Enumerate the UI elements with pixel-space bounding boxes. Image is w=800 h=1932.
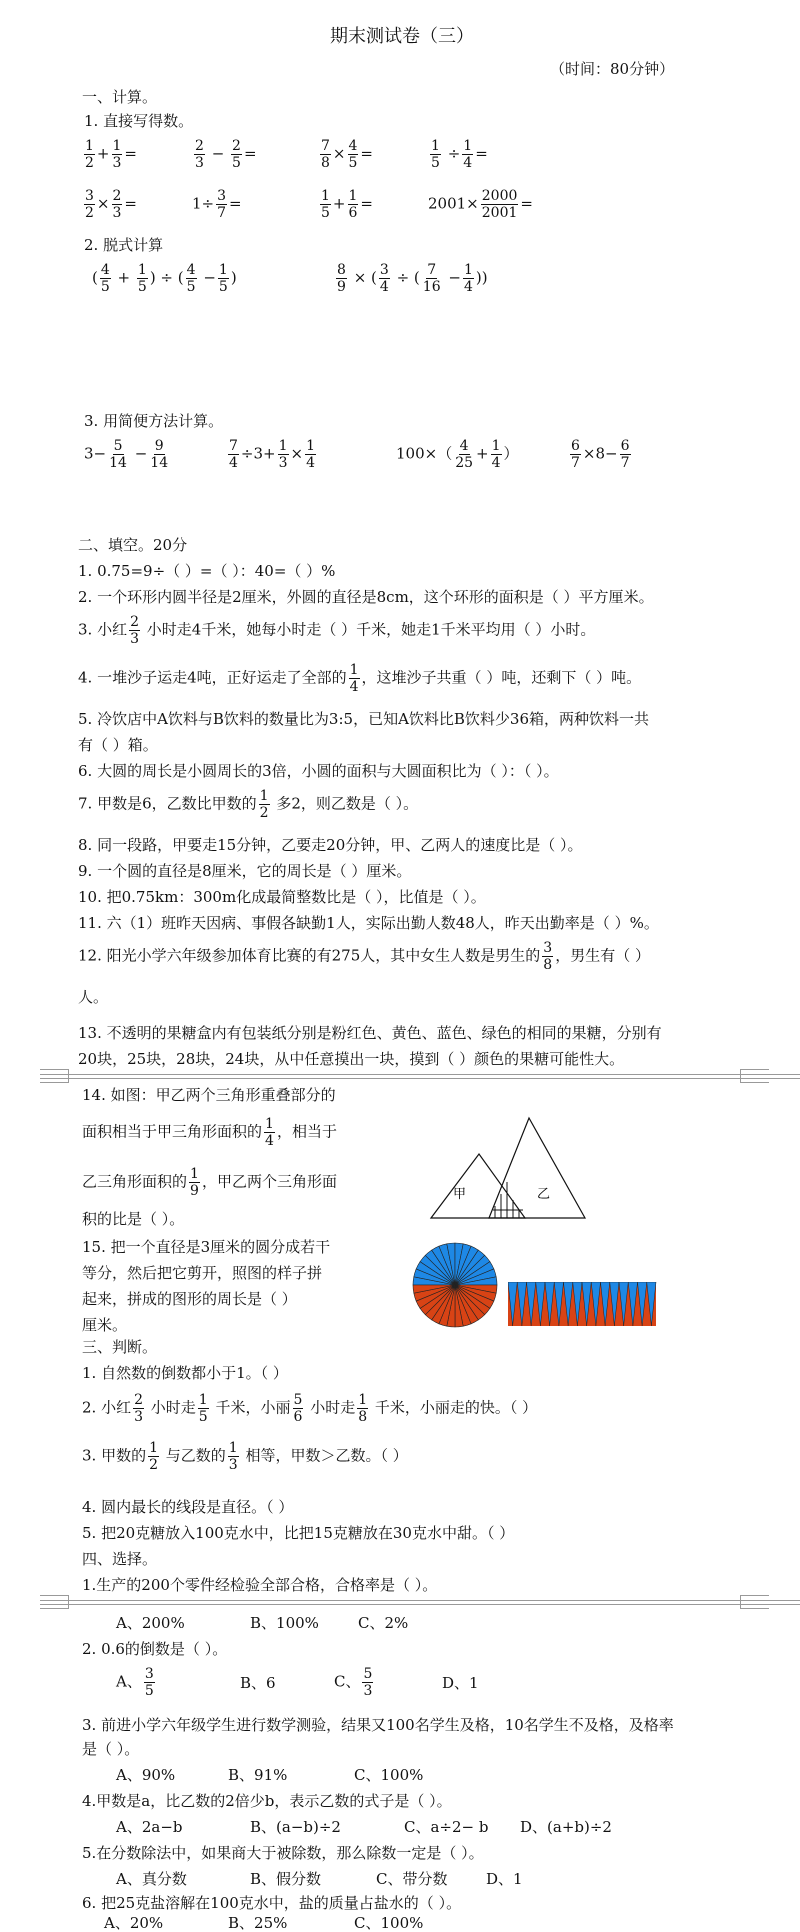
page-tab: [740, 1595, 769, 1609]
s4-q3-line1: 3. 前进小学六年级学生进行数学测验，结果又100名学生及格，10名学生不及格，及格率: [82, 1716, 674, 1734]
s3-q1: 1. 自然数的倒数都小于1。（ ）: [82, 1364, 288, 1382]
s2-q11: 11. 六（1）班昨天因病、事假各缺勤1人，实际出勤人数48人，昨天出勤率是（ ）%。: [78, 914, 659, 932]
rearranged-strip-figure: [508, 1282, 658, 1328]
s1-q3-expr-3: 100×（ $\frac{4}{25}$ + $\frac{1}{4}$ ）: [396, 438, 519, 471]
s1-q1-r2-b: 1÷ $\frac{3}{7}$ =: [192, 188, 242, 221]
section-4-heading: 四、选择。: [82, 1550, 158, 1568]
section-3-heading: 三、判断。: [82, 1338, 158, 1356]
s4-q2-option-a[interactable]: A、 $\frac{3}{5}$: [116, 1666, 154, 1699]
page-title: 期末测试卷（三）: [330, 26, 474, 47]
s3-q2: 2. 小红 $\frac{2}{3}$ 小时走 $\frac{1}{5}$ 千米，小丽 $\frac{5}{6}$ 小时走 $\frac{1}{8}$ 千米，小丽走的快。（ ）: [82, 1392, 538, 1425]
s4-q3-option-a[interactable]: A、90%: [116, 1766, 176, 1784]
overlapping-triangles-figure: [425, 1110, 595, 1225]
s3-q3: 3. 甲数的 $\frac{1}{2}$ 与乙数的 $\frac{1}{3}$ 相等，甲数＞乙数。（ ）: [82, 1440, 408, 1473]
s1-q2-expr-2: $\frac{8}{9}$ × ( $\frac{3}{4}$ ÷ ( $\frac{7}{16}$ − $\frac{1}{4}$ )): [337, 262, 488, 295]
s4-q4-option-d[interactable]: D、(a+b)÷2: [520, 1818, 612, 1836]
s4-q1-option-c[interactable]: C、2%: [358, 1614, 409, 1632]
s4-q6: 6. 把25克盐溶解在100克水中，盐的质量占盐水的（ ）。: [82, 1894, 462, 1912]
s2-q15-line1: 15. 把一个直径是3厘米的圆分成若干: [82, 1238, 331, 1256]
s1-q1-label: 1. 直接写得数。: [84, 112, 194, 130]
s2-q15-line4: 厘米。: [82, 1316, 128, 1334]
s1-q1-r2-d: 2001× $\frac{2000}{2001}$ =: [428, 188, 533, 221]
s1-q1-r2-c: $\frac{1}{5}$ + $\frac{1}{6}$ =: [321, 188, 373, 221]
s2-q2: 2. 一个环形内圆半径是2厘米，外圆的直径是8cm，这个环形的面积是（ ）平方厘米。: [78, 588, 654, 606]
s4-q4: 4.甲数是a，比乙数的2倍少b，表示乙数的式子是（ ）。: [82, 1792, 452, 1810]
s1-q1-r1-c: $\frac{7}{8}$ × $\frac{4}{5}$ =: [321, 138, 373, 171]
s4-q4-option-b[interactable]: B、(a−b)÷2: [250, 1818, 341, 1836]
time-note: （时间：80分钟）: [550, 60, 675, 78]
s2-q5-line1: 5. 冷饮店中A饮料与B饮料的数量比为3:5，已知A饮料比B饮料少36箱，两种饮料一共: [78, 710, 650, 728]
s1-q1-r1-d: $\frac{1}{5}$ ÷ $\frac{1}{4}$ =: [431, 138, 488, 171]
s4-q2-option-b[interactable]: B、6: [240, 1674, 276, 1692]
s4-q2-option-d[interactable]: D、1: [442, 1674, 479, 1692]
s4-q5-option-b[interactable]: B、假分数: [250, 1870, 322, 1888]
s4-q3-option-b[interactable]: B、91%: [228, 1766, 288, 1784]
s4-q5-option-d[interactable]: D、1: [486, 1870, 523, 1888]
s2-q15-line3: 起来，拼成的图形的周长是（ ）: [82, 1290, 297, 1308]
s4-q4-option-c[interactable]: C、a÷2− b: [404, 1818, 489, 1836]
s4-q1-option-a[interactable]: A、200%: [116, 1614, 185, 1632]
s2-q14-line2: 面积相当于甲三角形面积的 $\frac{1}{4}$ ，相当于: [82, 1116, 337, 1149]
s2-q14-line3: 乙三角形面积的 $\frac{1}{9}$ ，甲乙两个三角形面: [82, 1166, 337, 1199]
section-1-heading: 一、计算。: [82, 88, 158, 106]
s3-q5: 5. 把20克糖放入100克水中，比把15克糖放在30克水中甜。（ ）: [82, 1524, 515, 1542]
s2-q5-line2: 有（ ）箱。: [78, 736, 158, 754]
s1-q1-r2-a: $\frac{3}{2}$ × $\frac{2}{3}$ =: [85, 188, 137, 221]
s4-q5-option-a[interactable]: A、真分数: [116, 1870, 187, 1888]
s1-q3-expr-1: 3− $\frac{5}{14}$ − $\frac{9}{14}$: [84, 438, 169, 471]
s2-q6: 6. 大圆的周长是小圆周长的3倍，小圆的面积与大圆面积比为（ ）：（ ）。: [78, 762, 559, 780]
s1-q3-expr-4: $\frac{6}{7}$ ×8− $\frac{6}{7}$: [571, 438, 630, 471]
s2-q8: 8. 同一段路，甲要走15分钟，乙要走20分钟，甲、乙两人的速度比是（ ）。: [78, 836, 583, 854]
s2-q7: 7. 甲数是6，乙数比甲数的 $\frac{1}{2}$ 多2，则乙数是（ ）。: [78, 788, 419, 821]
s2-q12-line2: 人。: [78, 988, 109, 1006]
s2-q15-line2: 等分，然后把它剪开，照图的样子拼: [82, 1264, 323, 1282]
page-tab: [740, 1069, 769, 1083]
page-separator: [40, 1074, 800, 1079]
s2-q9: 9. 一个圆的直径是8厘米，它的周长是（ ）厘米。: [78, 862, 412, 880]
s1-q3-expr-2: $\frac{7}{4}$ ÷3+ $\frac{1}{3}$ × $\frac{1}{4}$: [229, 438, 316, 471]
s4-q6-option-a[interactable]: A、20%: [104, 1914, 164, 1932]
s2-q10: 10. 把0.75km：300m化成最简整数比是（ ），比值是（ ）。: [78, 888, 486, 906]
page-separator: [40, 1600, 800, 1605]
triangle-yi: [489, 1118, 585, 1218]
s2-q1: 1. 0.75=9÷（ ）=（ ）：40=（ ）%: [78, 562, 336, 580]
s2-q12: 12. 阳光小学六年级参加体育比赛的有275人，其中女生人数是男生的 $\frac{3}{8}$ ，男生有（ ）: [78, 940, 650, 973]
s4-q6-option-c[interactable]: C、100%: [354, 1914, 424, 1932]
s1-q2-label: 2. 脱式计算: [84, 236, 164, 254]
s4-q2-option-c[interactable]: C、 $\frac{5}{3}$: [334, 1666, 373, 1699]
s2-q3: 3. 小红 $\frac{2}{3}$ 小时走4千米，她每小时走（ ）千米，她走1千米平均用（ ）小时。: [78, 614, 596, 647]
s4-q1: 1.生产的200个零件经检验全部合格，合格率是（ ）。: [82, 1576, 438, 1594]
s4-q1-option-b[interactable]: B、100%: [250, 1614, 319, 1632]
s2-q13-line1: 13. 不透明的果糖盒内有包装纸分别是粉红色、黄色、蓝色、绿色的相同的果糖，分别有: [78, 1024, 662, 1042]
page-tab: [40, 1069, 69, 1083]
s4-q5: 5.在分数除法中，如果商大于被除数，那么除数一定是（ ）。: [82, 1844, 484, 1862]
divided-circle-figure: [410, 1240, 500, 1330]
s3-q4: 4. 圆内最长的线段是直径。（ ）: [82, 1498, 294, 1516]
s4-q4-option-a[interactable]: A、2a−b: [116, 1818, 183, 1836]
s2-q14-line1: 14. 如图：甲乙两个三角形重叠部分的: [82, 1086, 336, 1104]
s2-q13-line2: 20块，25块，28块，24块，从中任意摸出一块，摸到（ ）颜色的果糖可能性大。: [78, 1050, 625, 1068]
s1-q1-r1-b: $\frac{2}{3}$ − $\frac{2}{5}$ =: [195, 138, 257, 171]
section-2-heading: 二、填空。20分: [78, 536, 188, 554]
s1-q1-r1-a: $\frac{1}{2}$ + $\frac{1}{3}$ =: [85, 138, 137, 171]
label-jia: 甲: [453, 1187, 467, 1202]
page-tab: [40, 1595, 69, 1609]
s4-q3-line2: 是（ ）。: [82, 1740, 140, 1758]
s1-q3-label: 3. 用简便方法计算。: [84, 412, 224, 430]
label-yi: 乙: [537, 1187, 551, 1202]
s2-q4: 4. 一堆沙子运走4吨，正好运走了全部的 $\frac{1}{4}$ ，这堆沙子共重（ ）吨，还剩下（ ）吨。: [78, 662, 642, 695]
s4-q3-option-c[interactable]: C、100%: [354, 1766, 424, 1784]
s4-q2: 2. 0.6的倒数是（ ）。: [82, 1640, 228, 1658]
s2-q14-line4: 积的比是（ ）。: [82, 1210, 185, 1228]
s4-q5-option-c[interactable]: C、带分数: [376, 1870, 448, 1888]
s1-q2-expr-1: ( $\frac{4}{5}$ + $\frac{1}{5}$ ) ÷ ( $\frac{4}{5}$ − $\frac{1}{5}$ ): [92, 262, 237, 295]
s4-q6-option-b[interactable]: B、25%: [228, 1914, 288, 1932]
